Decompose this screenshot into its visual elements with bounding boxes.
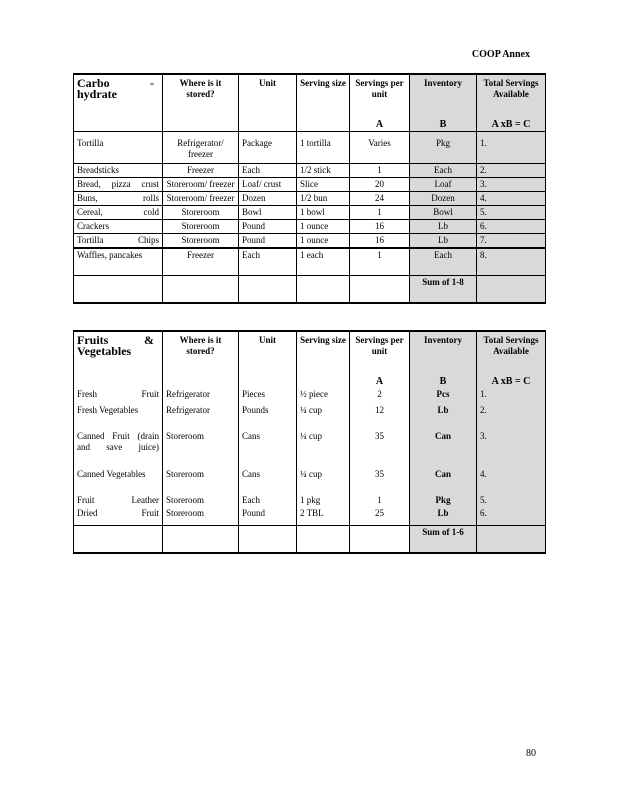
serving-size: 1 tortilla: [297, 132, 350, 164]
header-inventory: Inventory: [410, 331, 477, 374]
serving-size: ¼ cup: [297, 468, 350, 494]
serving-size: 1/2 stick: [297, 164, 350, 178]
table-header-row: [74, 331, 546, 374]
servings-per-unit: 16: [350, 220, 410, 234]
header-where: Where is it stored?: [163, 331, 239, 374]
total-servings: 5.: [477, 494, 546, 507]
header-total: Total Servings Available: [477, 331, 546, 374]
table-row: [74, 248, 546, 276]
header-where: Where is it stored?: [163, 74, 239, 117]
table-row: [74, 178, 546, 192]
storage: Freezer: [163, 248, 239, 276]
serving-size: ½ piece: [297, 388, 350, 404]
total-servings: 7.: [477, 234, 546, 249]
serving-size: 1 ounce: [297, 220, 350, 234]
inventory-unit: Lb: [410, 220, 477, 234]
item-name: Breadsticks: [74, 164, 163, 178]
table-row: [74, 164, 546, 178]
unit: Cans: [239, 430, 297, 468]
servings-per-unit: 1: [350, 164, 410, 178]
sum-row: [74, 276, 546, 304]
sum-label: Sum of 1-8: [410, 276, 477, 304]
table-header-row: [74, 74, 546, 117]
servings-per-unit: 16: [350, 234, 410, 249]
servings-per-unit: 1: [350, 206, 410, 220]
table-row: [74, 494, 546, 507]
unit: Pieces: [239, 388, 297, 404]
table-row: [74, 468, 546, 494]
header-unit: Unit: [239, 74, 297, 117]
servings-per-unit: 25: [350, 507, 410, 526]
item-name: Fresh Vegetables: [74, 404, 163, 430]
header-total: Total Servings Available: [477, 74, 546, 117]
inventory-unit: Lb: [410, 507, 477, 526]
total-servings: 8.: [477, 248, 546, 276]
inventory-unit: Loaf: [410, 178, 477, 192]
total-servings: 2.: [477, 164, 546, 178]
letter-a: A: [350, 117, 410, 132]
inventory-unit: Bowl: [410, 206, 477, 220]
storage: Freezer: [163, 164, 239, 178]
inventory-unit: Can: [410, 468, 477, 494]
servings-per-unit: 24: [350, 192, 410, 206]
servings-per-unit: 2: [350, 388, 410, 404]
item-name: Waffles, pancakes: [74, 248, 163, 276]
total-servings: 6.: [477, 220, 546, 234]
storage: Refrigerator: [163, 404, 239, 430]
inventory-unit: Each: [410, 164, 477, 178]
item-name: Cereal, cold: [74, 206, 163, 220]
total-servings: 3.: [477, 430, 546, 468]
header-serving: Serving size: [297, 331, 350, 374]
unit: Loaf/ crust: [239, 178, 297, 192]
sum-row: [74, 526, 546, 554]
item-name: Dried Fruit: [74, 507, 163, 526]
unit: Each: [239, 164, 297, 178]
item-name: Fresh Fruit: [74, 388, 163, 404]
unit: Pound: [239, 220, 297, 234]
letter-row: [74, 117, 546, 132]
total-servings: 3.: [477, 178, 546, 192]
letter-axb: A xB = C: [477, 117, 546, 132]
unit: Bowl: [239, 206, 297, 220]
total-servings: 1.: [477, 388, 546, 404]
header-inventory: Inventory: [410, 74, 477, 117]
total-servings: 5.: [477, 206, 546, 220]
annex-label: COOP Annex: [471, 49, 530, 60]
unit: Each: [239, 248, 297, 276]
table-row: [74, 234, 546, 249]
serving-size: 2 TBL: [297, 507, 350, 526]
unit: Cans: [239, 468, 297, 494]
servings-per-unit: 12: [350, 404, 410, 430]
inventory-unit: Pkg: [410, 132, 477, 164]
table-row: [74, 206, 546, 220]
serving-size: ¼ cup: [297, 404, 350, 430]
header-servings-per-unit: Servings per unit: [350, 331, 410, 374]
servings-per-unit: 35: [350, 468, 410, 494]
category-title: Fruits & Vegetables: [74, 331, 163, 374]
inventory-unit: Each: [410, 248, 477, 276]
servings-per-unit: 20: [350, 178, 410, 192]
unit: Pound: [239, 507, 297, 526]
item-name: Canned Fruit (drain and save juice): [74, 430, 163, 468]
header-serving: Serving size: [297, 74, 350, 117]
storage: Refrigerator/ freezer: [163, 132, 239, 164]
total-servings: 2.: [477, 404, 546, 430]
inventory-unit: Lb: [410, 234, 477, 249]
table-row: [74, 192, 546, 206]
sum-label: Sum of 1-6: [410, 526, 477, 554]
storage: Storeroom: [163, 234, 239, 249]
inventory-unit: Can: [410, 430, 477, 468]
serving-size: 1 bowl: [297, 206, 350, 220]
letter-a: A: [350, 374, 410, 388]
total-servings: 6.: [477, 507, 546, 526]
serving-size: 1 pkg: [297, 494, 350, 507]
item-name: Buns, rolls: [74, 192, 163, 206]
inventory-unit: Pcs: [410, 388, 477, 404]
letter-axb: A xB = C: [477, 374, 546, 388]
table-row: [74, 430, 546, 468]
table-row: [74, 404, 546, 430]
inventory-unit: Dozen: [410, 192, 477, 206]
storage: Storeroom/ freezer: [163, 178, 239, 192]
servings-per-unit: 1: [350, 248, 410, 276]
unit: Package: [239, 132, 297, 164]
total-servings: 1.: [477, 132, 546, 164]
inventory-unit: Lb: [410, 404, 477, 430]
item-name: Canned Vegetables: [74, 468, 163, 494]
storage: Storeroom/ freezer: [163, 192, 239, 206]
item-name: Bread, pizza crust: [74, 178, 163, 192]
letter-b: B: [410, 374, 477, 388]
header-servings-per-unit: Servings per unit: [350, 74, 410, 117]
unit: Each: [239, 494, 297, 507]
unit: Dozen: [239, 192, 297, 206]
table-row: [74, 220, 546, 234]
storage: Storeroom: [163, 494, 239, 507]
servings-per-unit: 1: [350, 494, 410, 507]
item-name: Tortilla: [74, 132, 163, 164]
item-name: Crackers: [74, 220, 163, 234]
table-row: [74, 388, 546, 404]
letter-b: B: [410, 117, 477, 132]
serving-size: 1 each: [297, 248, 350, 276]
serving-size: 1 ounce: [297, 234, 350, 249]
item-name: Tortilla Chips: [74, 234, 163, 249]
total-servings: 4.: [477, 468, 546, 494]
storage: Refrigerator: [163, 388, 239, 404]
carbohydrate-table: [73, 73, 546, 304]
storage: Storeroom: [163, 430, 239, 468]
storage: Storeroom: [163, 220, 239, 234]
storage: Storeroom: [163, 206, 239, 220]
table-row: [74, 507, 546, 526]
servings-per-unit: Varies: [350, 132, 410, 164]
item-name: Fruit Leather: [74, 494, 163, 507]
header-unit: Unit: [239, 331, 297, 374]
storage: Storeroom: [163, 468, 239, 494]
unit: Pound: [239, 234, 297, 249]
letter-row: [74, 374, 546, 388]
serving-size: Slice: [297, 178, 350, 192]
inventory-unit: Pkg: [410, 494, 477, 507]
storage: Storeroom: [163, 507, 239, 526]
serving-size: 1/2 bun: [297, 192, 350, 206]
fruits-vegetables-table: [73, 330, 546, 554]
unit: Pounds: [239, 404, 297, 430]
table-row: [74, 132, 546, 164]
page-number: 80: [526, 748, 536, 759]
total-servings: 4.: [477, 192, 546, 206]
category-title: Carbo - hydrate: [74, 74, 163, 117]
serving-size: ¼ cup: [297, 430, 350, 468]
servings-per-unit: 35: [350, 430, 410, 468]
